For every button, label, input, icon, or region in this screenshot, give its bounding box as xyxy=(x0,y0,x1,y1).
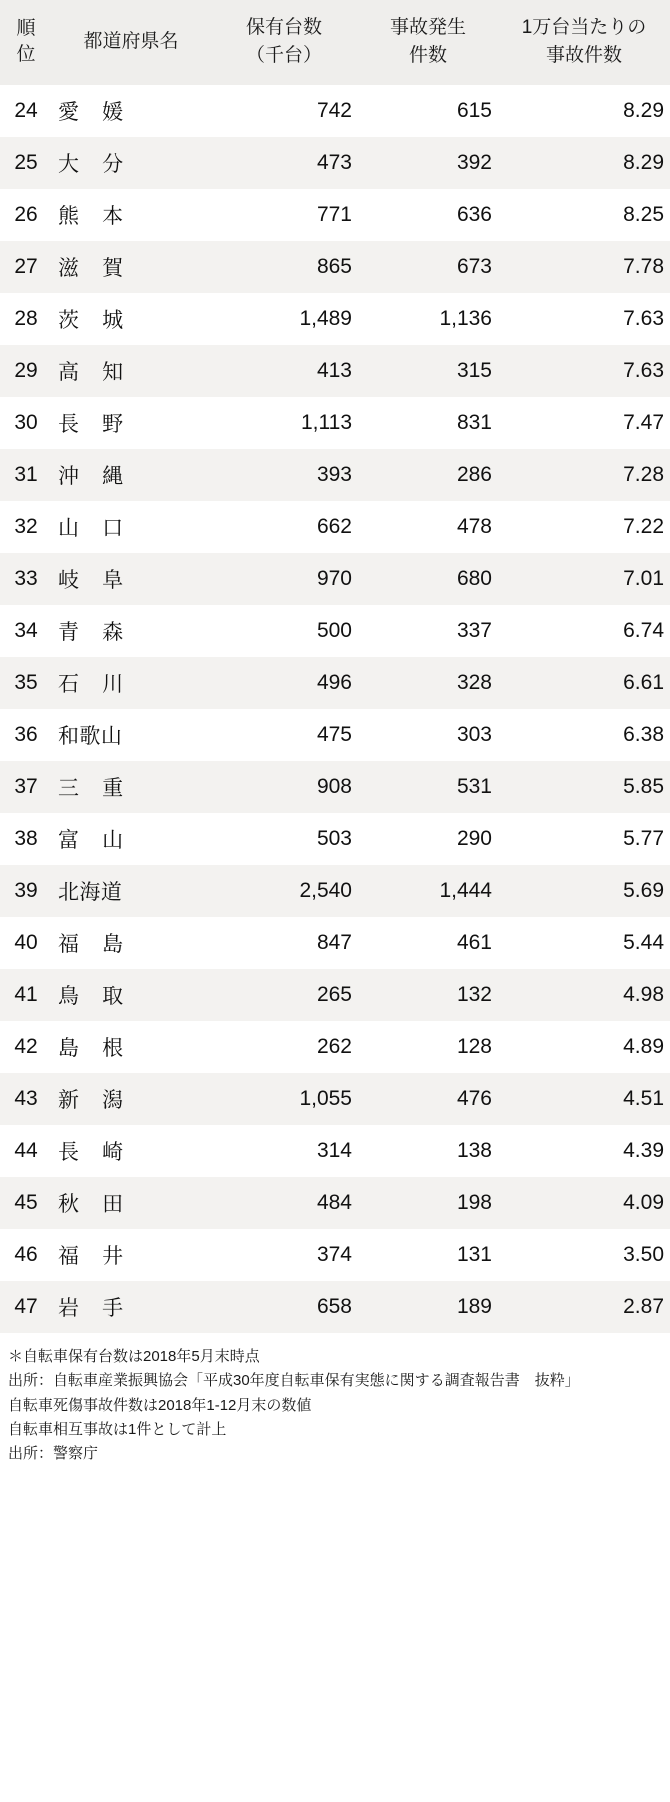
cell-prefecture xyxy=(52,969,210,1021)
cell-owned-count: 413 xyxy=(316,359,352,383)
cell-accident-rate: 5.77 xyxy=(623,827,664,851)
column-header-rate-line2: 事故件数 xyxy=(545,44,622,66)
cell-accident-rate: 2.87 xyxy=(623,1295,664,1319)
prefecture-char-first: 新 xyxy=(58,1089,91,1113)
cell-accident-count: 328 xyxy=(456,671,492,695)
table-row xyxy=(0,657,670,709)
column-header-rank-line2: 位 xyxy=(16,43,36,65)
cell-accident-count: 337 xyxy=(456,619,492,643)
cell-accident-count: 290 xyxy=(456,827,492,851)
cell-rank: 29 xyxy=(14,359,38,383)
cell-accident-rate: 7.01 xyxy=(623,567,664,591)
prefecture-char-rest: 重 xyxy=(102,777,124,801)
prefecture-char-first: 長 xyxy=(58,413,91,437)
cell-accident-rate: 7.63 xyxy=(623,359,664,383)
cell-accident-count: 831 xyxy=(456,411,492,435)
cell-accident-rate: 7.47 xyxy=(623,411,664,435)
prefecture-char-first: 熊 xyxy=(58,205,91,229)
cell-accident-count: 1,136 xyxy=(439,307,492,331)
footnote-line: 出所：自転車産業振興協会「平成30年度自転車保有実態に関する調査報告書 抜粋」 xyxy=(8,1372,580,1390)
prefecture-char-first: 茨 xyxy=(58,309,91,333)
column-header-accidents-line1: 事故発生 xyxy=(389,17,466,38)
prefecture-char-rest: 野 xyxy=(102,413,124,437)
cell-rank: 37 xyxy=(14,775,38,799)
table-row xyxy=(0,1177,670,1229)
cell-prefecture xyxy=(52,1229,210,1281)
cell-accident-count: 198 xyxy=(456,1191,492,1215)
prefecture-char-rest: 口 xyxy=(102,517,124,541)
cell-prefecture xyxy=(52,293,210,345)
prefecture-char-rest: 和歌山 xyxy=(58,725,123,749)
table-row xyxy=(0,813,670,865)
table-body xyxy=(0,85,670,1333)
cell-accident-rate: 7.78 xyxy=(623,255,664,279)
table-row xyxy=(0,1281,670,1333)
cell-prefecture xyxy=(52,709,210,761)
cell-accident-rate: 4.89 xyxy=(623,1035,664,1059)
prefecture-char-rest: 取 xyxy=(102,985,124,1009)
cell-rank: 47 xyxy=(14,1295,38,1319)
cell-owned-count: 2,540 xyxy=(299,879,352,903)
cell-prefecture xyxy=(52,137,210,189)
column-header-owned xyxy=(210,0,358,85)
prefecture-char-first: 岐 xyxy=(58,569,91,593)
prefecture-char-first: 鳥 xyxy=(58,985,91,1009)
cell-owned-count: 1,055 xyxy=(299,1087,352,1111)
table-row xyxy=(0,1073,670,1125)
cell-owned-count: 265 xyxy=(316,983,352,1007)
table-row xyxy=(0,709,670,761)
cell-owned-count: 908 xyxy=(316,775,352,799)
cell-prefecture xyxy=(52,865,210,917)
cell-rank: 40 xyxy=(14,931,38,955)
cell-rank: 46 xyxy=(14,1243,38,1267)
column-header-rank-line1: 順 xyxy=(16,17,36,39)
cell-prefecture xyxy=(52,1073,210,1125)
cell-accident-count: 392 xyxy=(456,151,492,175)
footnote-line: 自転車相互事故は1件として計上 xyxy=(8,1420,227,1438)
cell-accident-count: 673 xyxy=(456,255,492,279)
table-row xyxy=(0,969,670,1021)
cell-accident-rate: 4.98 xyxy=(623,983,664,1007)
prefecture-char-rest: 城 xyxy=(102,309,124,333)
cell-prefecture xyxy=(52,1281,210,1333)
column-header-rate xyxy=(498,0,670,85)
cell-accident-rate: 6.74 xyxy=(623,619,664,643)
cell-owned-count: 393 xyxy=(316,463,352,487)
cell-prefecture xyxy=(52,605,210,657)
cell-accident-count: 303 xyxy=(456,723,492,747)
cell-owned-count: 262 xyxy=(316,1035,352,1059)
cell-accident-rate: 4.09 xyxy=(623,1191,664,1215)
cell-accident-count: 138 xyxy=(456,1139,492,1163)
table-row xyxy=(0,917,670,969)
prefecture-char-first: 三 xyxy=(58,777,91,801)
cell-rank: 39 xyxy=(14,879,38,903)
prefecture-char-rest: 井 xyxy=(102,1245,124,1269)
cell-rank: 43 xyxy=(14,1087,38,1111)
cell-prefecture xyxy=(52,189,210,241)
cell-rank: 31 xyxy=(14,463,38,487)
cell-rank: 35 xyxy=(14,671,38,695)
prefecture-char-rest: 川 xyxy=(102,673,124,697)
prefecture-char-rest: 山 xyxy=(102,829,124,853)
cell-accident-rate: 8.29 xyxy=(623,99,664,123)
cell-owned-count: 742 xyxy=(316,99,352,123)
cell-rank: 28 xyxy=(14,307,38,331)
table-header xyxy=(0,0,670,85)
table-row xyxy=(0,501,670,553)
table-row xyxy=(0,137,670,189)
prefecture-char-first: 滋 xyxy=(58,257,91,281)
cell-rank: 32 xyxy=(14,515,38,539)
cell-owned-count: 662 xyxy=(316,515,352,539)
cell-accident-count: 461 xyxy=(456,931,492,955)
table-row xyxy=(0,605,670,657)
cell-accident-rate: 4.39 xyxy=(623,1139,664,1163)
cell-accident-count: 478 xyxy=(456,515,492,539)
cell-owned-count: 771 xyxy=(316,203,352,227)
prefecture-char-first: 福 xyxy=(58,933,91,957)
cell-rank: 44 xyxy=(14,1139,38,1163)
table-row xyxy=(0,553,670,605)
cell-accident-rate: 4.51 xyxy=(623,1087,664,1111)
column-header-owned-line1: 保有台数 xyxy=(245,17,322,38)
cell-rank: 30 xyxy=(14,411,38,435)
cell-accident-count: 680 xyxy=(456,567,492,591)
table-row xyxy=(0,293,670,345)
prefecture-char-first: 福 xyxy=(58,1245,91,1269)
table-row xyxy=(0,761,670,813)
column-header-rank xyxy=(0,0,52,85)
prefecture-char-rest: 阜 xyxy=(102,569,124,593)
cell-prefecture xyxy=(52,1177,210,1229)
cell-accident-rate: 5.44 xyxy=(623,931,664,955)
cell-owned-count: 475 xyxy=(316,723,352,747)
cell-accident-rate: 6.38 xyxy=(623,723,664,747)
cell-owned-count: 484 xyxy=(316,1191,352,1215)
table-row xyxy=(0,189,670,241)
cell-owned-count: 500 xyxy=(316,619,352,643)
cell-prefecture xyxy=(52,85,210,137)
prefecture-char-rest: 島 xyxy=(102,933,124,957)
cell-owned-count: 473 xyxy=(316,151,352,175)
prefecture-char-rest: 知 xyxy=(102,361,124,385)
cell-owned-count: 314 xyxy=(316,1139,352,1163)
cell-accident-rate: 8.25 xyxy=(623,203,664,227)
footnote-line: ＊自転車保有台数は2018年5月末時点 xyxy=(8,1348,260,1366)
cell-accident-count: 1,444 xyxy=(439,879,492,903)
prefecture-char-rest: 分 xyxy=(102,153,124,177)
cell-prefecture xyxy=(52,1021,210,1073)
cell-accident-rate: 5.69 xyxy=(623,879,664,903)
column-header-accidents xyxy=(358,0,498,85)
header-row xyxy=(0,0,670,85)
cell-prefecture xyxy=(52,917,210,969)
footnote-line: 自転車死傷事故件数は2018年1-12月末の数値 xyxy=(8,1396,312,1414)
cell-rank: 41 xyxy=(14,983,38,1007)
cell-prefecture xyxy=(52,397,210,449)
prefecture-char-rest: 賀 xyxy=(102,257,124,281)
prefecture-char-rest: 媛 xyxy=(102,101,124,125)
cell-accident-count: 615 xyxy=(456,99,492,123)
cell-accident-count: 636 xyxy=(456,203,492,227)
prefecture-char-first: 石 xyxy=(58,673,91,697)
cell-accident-count: 531 xyxy=(456,775,492,799)
table-row xyxy=(0,241,670,293)
cell-accident-count: 131 xyxy=(456,1243,492,1267)
cell-owned-count: 503 xyxy=(316,827,352,851)
cell-accident-rate: 7.63 xyxy=(623,307,664,331)
cell-owned-count: 374 xyxy=(316,1243,352,1267)
prefecture-char-rest: 田 xyxy=(102,1193,124,1217)
cell-prefecture xyxy=(52,345,210,397)
prefecture-char-rest: 北海道 xyxy=(58,881,123,905)
prefecture-char-first: 富 xyxy=(58,829,91,853)
prefecture-char-first: 愛 xyxy=(58,101,91,125)
prefecture-char-first: 島 xyxy=(58,1037,91,1061)
prefecture-char-first: 沖 xyxy=(58,465,91,489)
table-row xyxy=(0,345,670,397)
cell-accident-rate: 8.29 xyxy=(623,151,664,175)
cell-prefecture xyxy=(52,813,210,865)
prefecture-char-rest: 根 xyxy=(102,1037,124,1061)
cell-prefecture xyxy=(52,1125,210,1177)
table-row xyxy=(0,1125,670,1177)
cell-accident-rate: 7.22 xyxy=(623,515,664,539)
table-row xyxy=(0,1021,670,1073)
cell-rank: 38 xyxy=(14,827,38,851)
prefecture-char-first: 長 xyxy=(58,1141,91,1165)
cell-owned-count: 496 xyxy=(316,671,352,695)
cell-owned-count: 1,489 xyxy=(299,307,352,331)
prefecture-char-first: 山 xyxy=(58,517,91,541)
cell-rank: 36 xyxy=(14,723,38,747)
prefecture-char-rest: 崎 xyxy=(102,1141,124,1165)
prefecture-char-rest: 森 xyxy=(102,621,124,645)
table-row xyxy=(0,85,670,137)
cell-accident-rate: 7.28 xyxy=(623,463,664,487)
footnote-line: 出所：警察庁 xyxy=(8,1445,99,1463)
cell-owned-count: 658 xyxy=(316,1295,352,1319)
cell-accident-rate: 6.61 xyxy=(623,671,664,695)
cell-accident-count: 286 xyxy=(456,463,492,487)
cell-prefecture xyxy=(52,241,210,293)
cell-prefecture xyxy=(52,553,210,605)
cell-owned-count: 847 xyxy=(316,931,352,955)
table-row xyxy=(0,1229,670,1281)
table-row xyxy=(0,449,670,501)
prefecture-char-rest: 潟 xyxy=(102,1089,124,1113)
cell-prefecture xyxy=(52,657,210,709)
cell-rank: 45 xyxy=(14,1191,38,1215)
cell-accident-count: 128 xyxy=(456,1035,492,1059)
cell-rank: 42 xyxy=(14,1035,38,1059)
cell-rank: 26 xyxy=(14,203,38,227)
cell-accident-count: 189 xyxy=(456,1295,492,1319)
cell-rank: 34 xyxy=(14,619,38,643)
column-header-rate-line1: 1万台当たりの xyxy=(521,17,647,38)
cell-owned-count: 1,113 xyxy=(301,411,352,435)
prefecture-char-first: 秋 xyxy=(58,1193,91,1217)
prefecture-char-rest: 本 xyxy=(102,205,124,229)
cell-accident-rate: 3.50 xyxy=(623,1243,664,1267)
cell-prefecture xyxy=(52,501,210,553)
cell-accident-count: 315 xyxy=(456,359,492,383)
prefecture-char-first: 高 xyxy=(58,361,91,385)
prefecture-char-rest: 手 xyxy=(102,1297,124,1321)
prefecture-char-first: 大 xyxy=(58,153,91,177)
table-row xyxy=(0,397,670,449)
cell-owned-count: 865 xyxy=(316,255,352,279)
cell-accident-count: 476 xyxy=(456,1087,492,1111)
column-header-owned-line2: （千台） xyxy=(245,44,322,66)
column-header-accidents-line2: 件数 xyxy=(408,44,447,66)
cell-rank: 33 xyxy=(14,567,38,591)
footnotes xyxy=(0,1333,670,1480)
cell-prefecture xyxy=(52,449,210,501)
cell-rank: 25 xyxy=(14,151,38,175)
cell-rank: 27 xyxy=(14,255,38,279)
cell-accident-count: 132 xyxy=(456,983,492,1007)
table-row xyxy=(0,865,670,917)
prefecture-char-first: 青 xyxy=(58,621,91,645)
column-header-prefecture: 都道府県名 xyxy=(52,0,210,85)
prefecture-char-rest: 縄 xyxy=(102,465,124,489)
cell-accident-rate: 5.85 xyxy=(623,775,664,799)
cell-owned-count: 970 xyxy=(316,567,352,591)
cell-prefecture xyxy=(52,761,210,813)
cell-rank: 24 xyxy=(14,99,38,123)
prefecture-char-first: 岩 xyxy=(58,1297,91,1321)
